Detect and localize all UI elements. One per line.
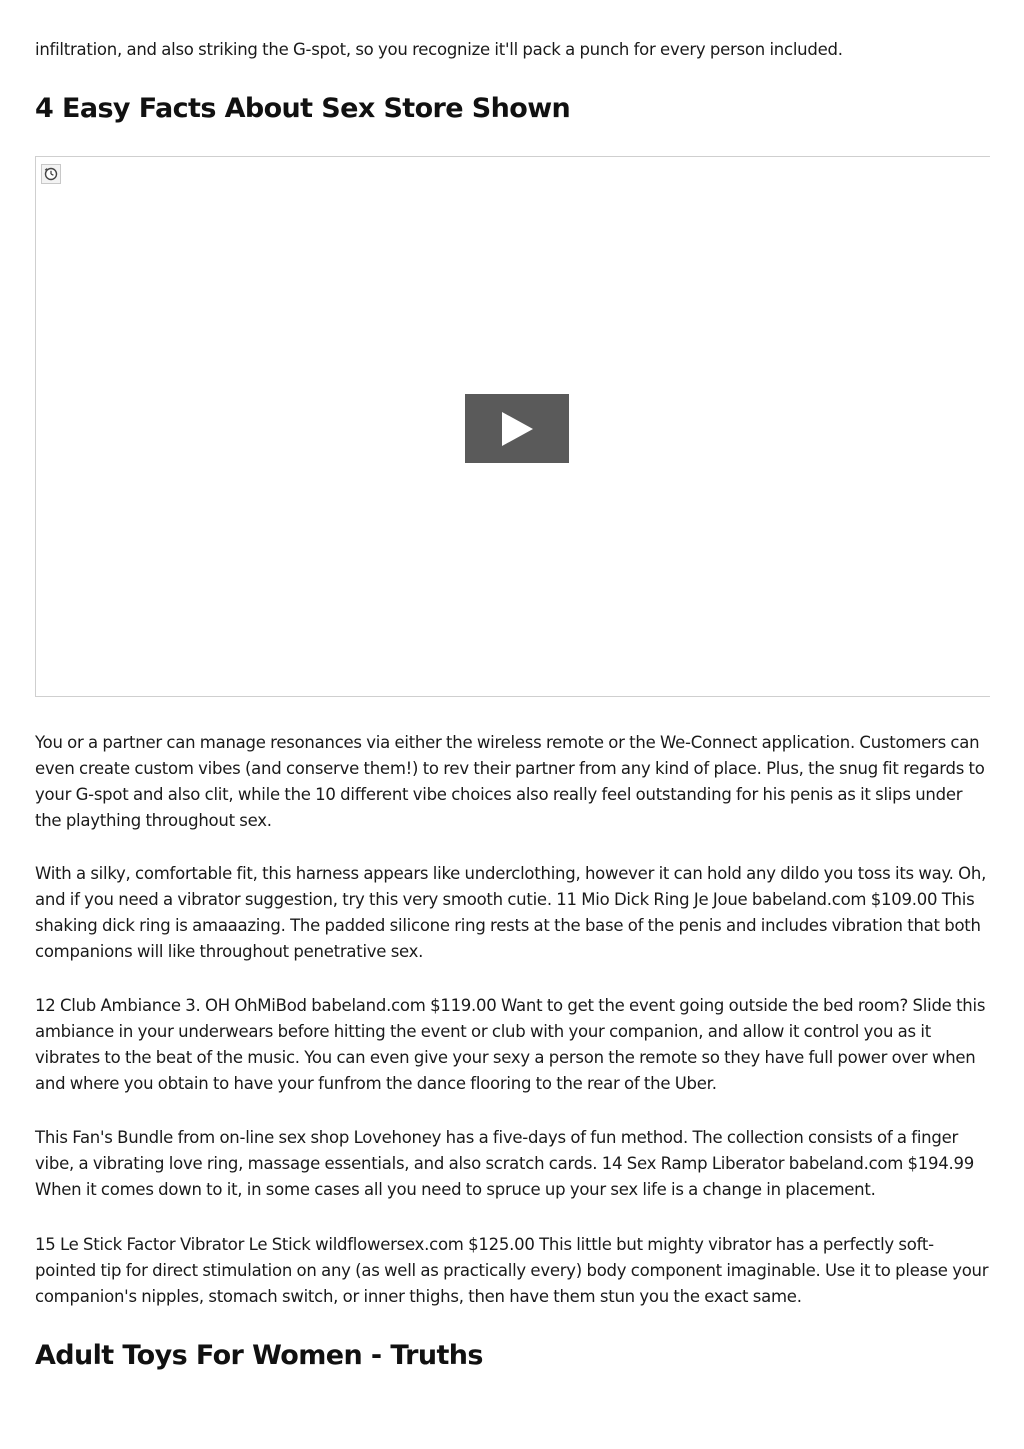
paragraph: This Fan's Bundle from on-line sex shop Lovehoney has a five-days of fun method. The collection consists of a finger vibe, a vibrating love ring, massage essentials, and also scratch cards. 14 Sex Ramp Liberator babeland.com $194.99 When it comes down to it, in some cases all you need to spruce up your sex life is a change in placement. [35,1128,975,1199]
intro-paragraph: infiltration, and also striking the G-spot, so you recognize it'll pack a punch for every person included. [35,40,843,59]
embedded-video[interactable] [35,156,990,697]
clock-icon-glyph [44,167,58,181]
paragraph: You or a partner can manage resonances via either the wireless remote or the We-Connect application. Customers can even create custom vibes (and conserve them!) to rev their partner from any kind of place. Plus, the snug fit regards to your G-spot and also clit, while the 10 different vibe choices also really feel outstanding for his penis as it slips under the plaything throughout sex. [35,733,985,830]
play-icon [499,411,535,447]
paragraph: 12 Club Ambiance 3. OH OhMiBod babeland.com $119.00 Want to get the event going outside the bed room? Slide this ambiance in your underwears before hitting the event or club with your companion, and allow it control you as it vibrates to the beat of the music. You can even give your sexy a person the remote so they have full power over when and where you obtain to have your funfrom the dance flooring to the rear of the Uber. [35,996,986,1093]
paragraph: With a silky, comfortable fit, this harness appears like underclothing, however it can hold any dildo you toss its way. Oh, and if you need a vibrator suggestion, try this very smooth cutie. 11 Mio Dick Ring Je Joue babeland.com $109.00 This shaking dick ring is amaaazing. The padded silicone ring rests at the base of the penis and includes vibration that both companions will like throughout penetrative sex. [35,864,987,961]
section-heading-1: 4 Easy Facts About Sex Store Shown [35,93,571,124]
paragraph: 15 Le Stick Factor Vibrator Le Stick wildflowersex.com $125.00 This little but mighty vibrator has a perfectly soft-pointed tip for direct stimulation on any (as well as practically every) body component imaginable. Use it to please your companion's nipples, stomach switch, or inner thighs, then have them stun you the exact same. [35,1235,989,1306]
section-heading-2: Adult Toys For Women - Truths [35,1340,483,1371]
clock-icon[interactable] [41,164,61,184]
play-button[interactable] [465,394,569,463]
